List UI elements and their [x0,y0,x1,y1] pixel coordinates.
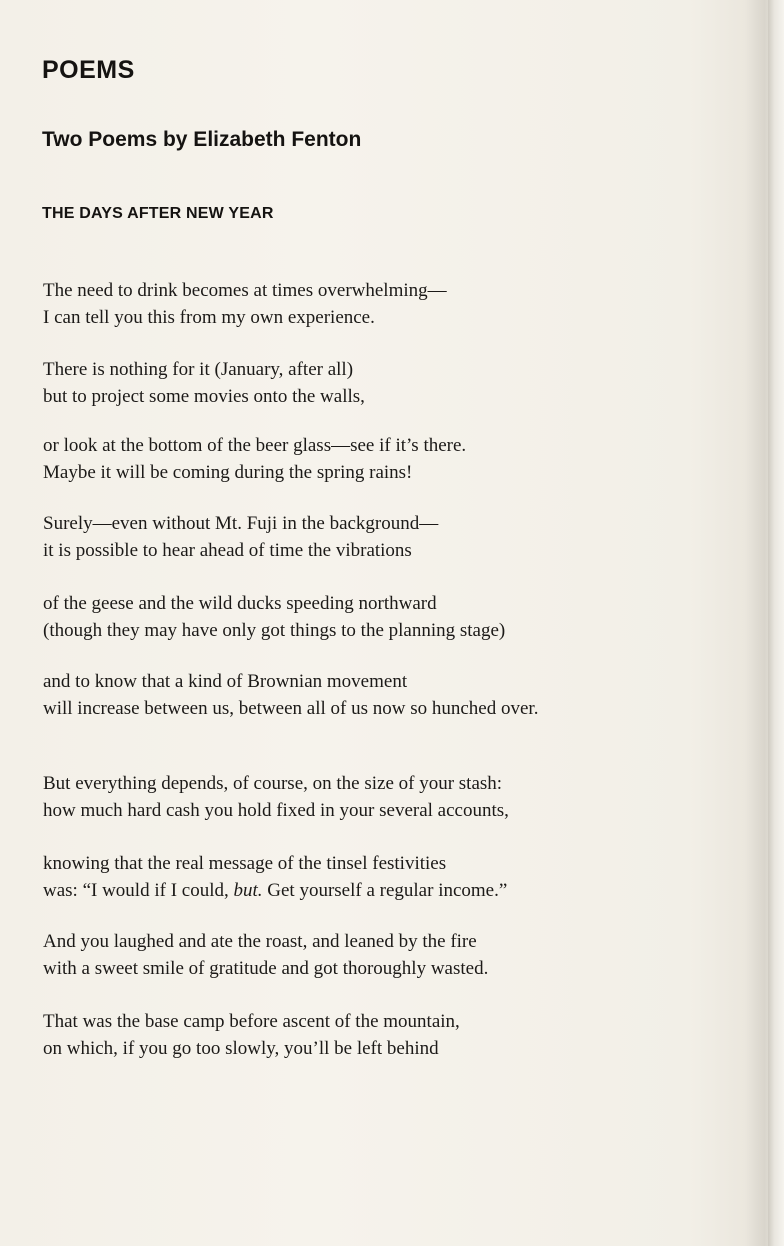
poem-line: Maybe it will be coming during the spring rains! [43,462,413,483]
line-part: Get yourself a regular income.” [262,880,508,901]
page-edge [768,0,784,1246]
stanza-3 [43,432,466,486]
poem-line: and to know that a kind of Brownian movement [43,671,408,692]
stanza-6 [43,668,538,722]
poem-line: it is possible to hear ahead of time the vibrations [43,540,412,561]
poem-line: will increase between us, between all of us now so hunched over. [43,698,539,719]
poem-line: There is nothing for it (January, after all) [43,359,354,380]
stanza-4 [43,510,438,564]
poem-line: how much hard cash you hold fixed in your several accounts, [43,800,509,821]
italic-word: but. [233,880,263,901]
stanza-8 [43,850,507,904]
poem-line: (though they may have only got things to the planning stage) [43,620,506,641]
poem-line: The need to drink becomes at times overwhelming— [43,280,447,301]
poem-line: Surely—even without Mt. Fuji in the background— [43,513,439,534]
stanza-10 [43,1008,460,1062]
poem-line: And you laughed and ate the roast, and leaned by the fire [43,931,477,952]
stanza-1 [43,277,447,331]
line-part: was: “I would if I could, [43,880,234,901]
stanza-5 [43,590,505,644]
stanza-2 [43,356,365,410]
poem-line: or look at the bottom of the beer glass—see if it’s there. [43,435,467,456]
poem-line: But everything depends, of course, on the size of your stash: [43,773,503,794]
poem-line: on which, if you go too slowly, you’ll be left behind [43,1038,439,1059]
poem-line: knowing that the real message of the tinsel festivities [43,853,447,874]
stanza-9 [43,928,488,982]
poem-line: of the geese and the wild ducks speeding northward [43,593,437,614]
poem-line-quoted [43,877,507,904]
poem-line: with a sweet smile of gratitude and got thoroughly wasted. [43,958,489,979]
section-title: POEMS [42,56,135,84]
poem-line: That was the base camp before ascent of the mountain, [43,1011,460,1032]
poem-title: THE DAYS AFTER NEW YEAR [42,205,274,222]
poems-subtitle: Two Poems by Elizabeth Fenton [42,128,362,151]
stanza-7 [43,770,509,824]
poem-line: I can tell you this from my own experience. [43,307,375,328]
poem-line: but to project some movies onto the walls, [43,386,365,407]
